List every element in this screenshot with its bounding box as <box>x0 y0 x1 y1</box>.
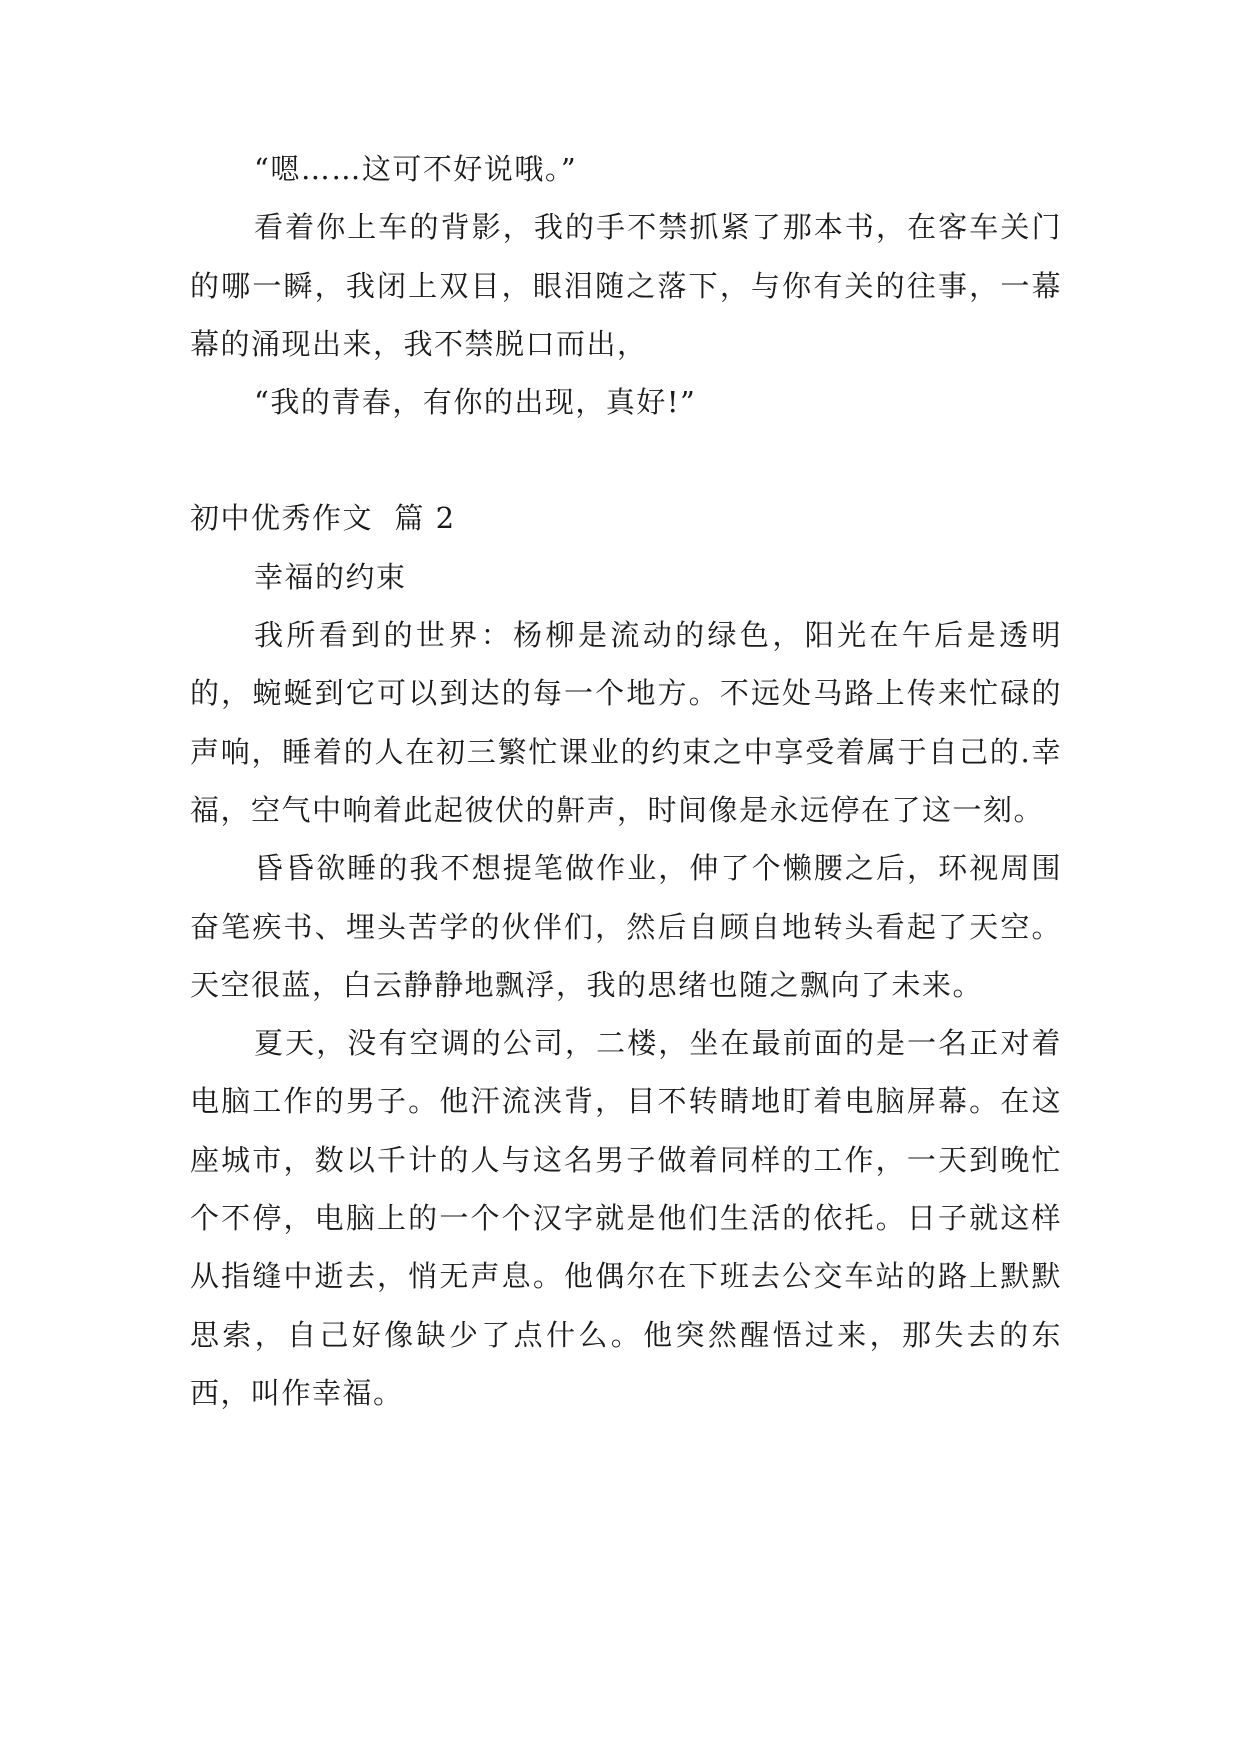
body-paragraph: 夏天，没有空调的公司，二楼，坐在最前面的是一名正对着电脑工作的男子。他汗流浃背，目不转睛地盯着电脑屏幕。在这座城市，数以千计的人与这名男子做着同样的工作，一天到晚忙个不停，电脑上的一个个汉字就是他们生活的依托。日子就这样从指缝中逝去，悄无声息。他偶尔在下班去公交车站的路上默默思索，自己好像缺少了点什么。他突然醒悟过来，那失去的东西，叫作幸福。 <box>190 1026 1062 1410</box>
body-paragraph: 我所看到的世界：杨柳是流动的绿色，阳光在午后是透明的，蜿蜒到它可以到达的每一个地方。不远处马路上传来忙碌的声响，睡着的人在初三繁忙课业的约束之中享受着属于自己的.幸福，空气中响着此起彼伏的鼾声，时间像是永远停在了这一刻。 <box>190 618 1062 827</box>
essay-title: 幸福的约束 <box>254 559 407 594</box>
dialogue-paragraph: “我的青春，有你的出现，真好!” <box>254 385 697 420</box>
body-paragraph: 昏昏欲睡的我不想提笔做作业，伸了个懒腰之后，环视周围奋笔疾书、埋头苦学的伙伴们，然后自顾自地转头看起了天空。天空很蓝，白云静静地飘浮，我的思绪也随之飘向了未来。 <box>190 851 1062 1002</box>
dialogue-paragraph: “嗯……这可不好说哦。” <box>254 152 578 186</box>
section-heading: 初中优秀作文 篇 2 <box>190 501 456 536</box>
section-spacer <box>190 431 1062 489</box>
document-body <box>190 140 1062 1422</box>
body-paragraph: 看着你上车的背影，我的手不禁抓紧了那本书，在客车关门的哪一瞬，我闭上双目，眼泪随之落下，与你有关的往事，一幕幕的涌现出来，我不禁脱口而出， <box>190 210 1062 361</box>
